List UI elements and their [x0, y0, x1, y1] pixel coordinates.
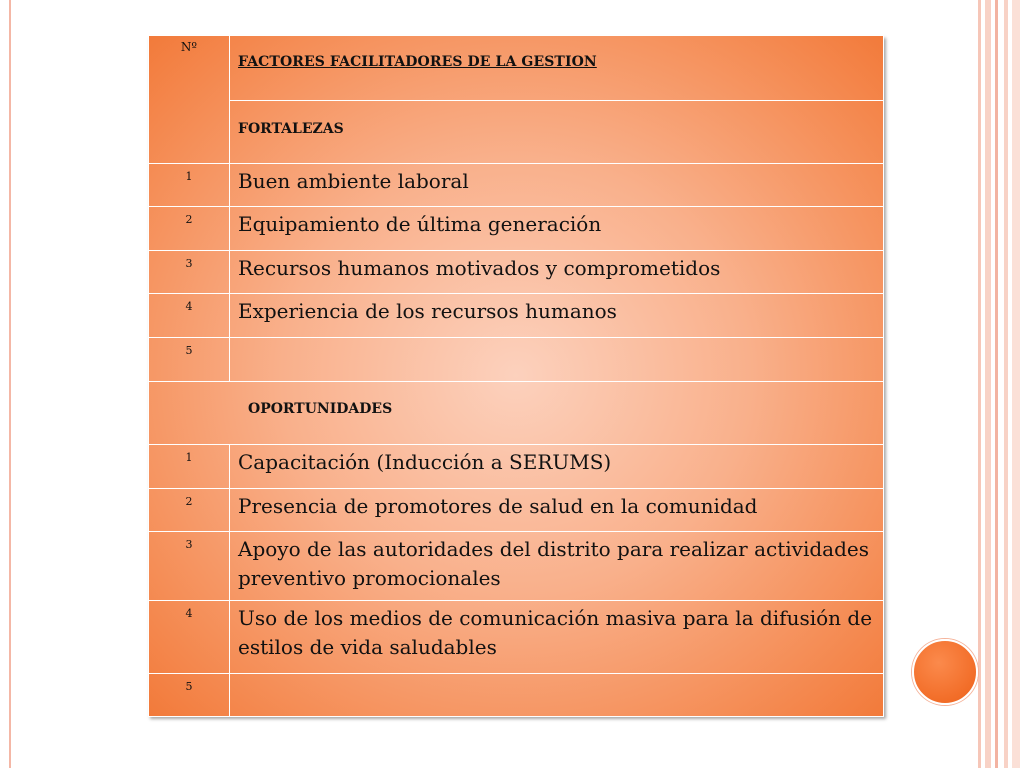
row-number: 2: [149, 489, 230, 532]
left-decorative-line: [9, 0, 11, 768]
row-number: 4: [149, 294, 230, 338]
row-number: 5: [149, 674, 230, 717]
table-row: [149, 251, 884, 294]
table-row: [149, 674, 884, 717]
decorative-orange-circle: [912, 639, 978, 705]
strengths-header-row: [149, 101, 884, 164]
opportunities-section-label: OPORTUNIDADES: [149, 382, 884, 445]
opportunities-header-row: [149, 382, 884, 445]
table-row: [149, 489, 884, 532]
table-row: [149, 532, 884, 601]
row-text: Uso de los medios de comunicación masiva para la difusión de estilos de vida saludables: [230, 601, 884, 674]
row-text: [230, 338, 884, 382]
table-title-cell: [230, 36, 884, 101]
row-text: Capacitación (Inducción a SERUMS): [230, 445, 884, 489]
row-number: 3: [149, 532, 230, 601]
row-text: Presencia de promotores de salud en la comunidad: [230, 489, 884, 532]
table-header-row: [149, 36, 884, 101]
row-text: [230, 674, 884, 717]
row-number: 1: [149, 445, 230, 489]
table-row: [149, 338, 884, 382]
table-title: FACTORES FACILITADORES DE LA GESTION: [238, 54, 597, 70]
table-row: [149, 164, 884, 207]
row-number: 4: [149, 601, 230, 674]
table-row: [149, 294, 884, 338]
table-row: [149, 601, 884, 674]
right-decorative-stripe: [985, 0, 991, 768]
table-row: [149, 445, 884, 489]
row-number: 1: [149, 164, 230, 207]
row-text: Experiencia de los recursos humanos: [230, 294, 884, 338]
number-column-header: Nº: [149, 36, 230, 164]
row-number: 5: [149, 338, 230, 382]
row-text: Equipamiento de última generación: [230, 207, 884, 251]
row-number: 2: [149, 207, 230, 251]
row-text: Buen ambiente laboral: [230, 164, 884, 207]
right-decorative-stripe: [995, 0, 998, 768]
table-row: [149, 207, 884, 251]
row-text: Apoyo de las autoridades del distrito para realizar actividades preventivo promocionales: [230, 532, 884, 601]
right-decorative-stripe: [1004, 0, 1008, 768]
factors-table: [148, 35, 884, 717]
row-number: 3: [149, 251, 230, 294]
right-decorative-stripe: [978, 0, 981, 768]
factors-table-container: [148, 35, 884, 716]
row-text: Recursos humanos motivados y comprometidos: [230, 251, 884, 294]
strengths-section-label: FORTALEZAS: [230, 101, 884, 164]
right-decorative-stripe: [1012, 0, 1020, 768]
